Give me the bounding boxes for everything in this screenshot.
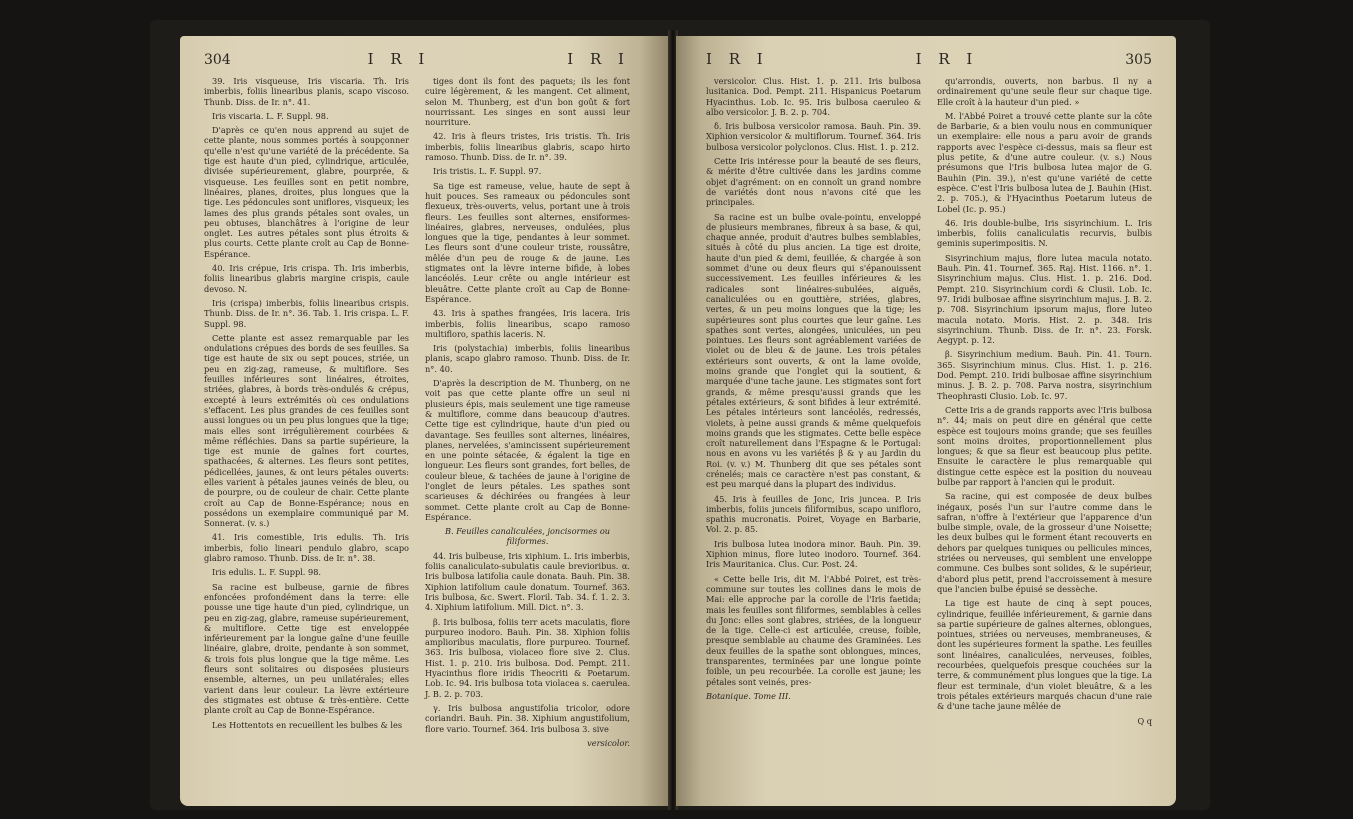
signature-mark: Q q	[1137, 715, 1152, 726]
paragraph: M. l'Abbé Poiret a trouvé cette plante sur la côte de Barbarie, & a bien voulu nous en communiquer un exemplaire: elle nous a paru avoir de grands rapports avec l'espèce ci-dessus, mais sa fleur est plus petite, & d'une autre couleur. (v. s.) Nous présumons que l'Iris bulbosa lutea major de G. Bauhin (Pin. 39.), n'est qu'une variété de cette espèce. C'est l'Iris bulbosa lutea de J. Bauhin (Hist. 2. p. 705.), & l'Hyacinthus Poetarum luteus de Lobel (Ic. p. 95.)	[937, 110, 1152, 214]
paragraph: La tige est haute de cinq à sept pouces, cylindrique, feuillée inférieurement, & garnie dans sa partie supérieure de gaînes alternes, oblongues, pointues, striées ou nerveuses, membraneuses, & dont les supérieures forment la spathe. Les feuilles sont linéaires, canaliculées, nerveuses, foibles, recourbées, quelquefois presque couchées sur la terre, & communément plus longues que la tige. La fleur est terminale, d'un violet bleuâtre, & a les trois pétales extérieurs marqués chacun d'une raie & d'une tache jaune mêlée de	[937, 598, 1152, 712]
paragraph: Iris (polystachia) imberbis, foliis linearibus planis, scapo glabro ramoso. Thunb. Diss. de Ir. n°. 40.	[425, 343, 630, 374]
paragraph: 46. Iris double-bulbe, Iris sisyrinchium. L. Iris imberbis, foliis canaliculatis recurvis, bulbis geminis superimpositis. N.	[937, 217, 1152, 249]
right-header-right: I R I	[915, 50, 979, 68]
paragraph: Cette plante est assez remarquable par les ondulations crépues des bords de ses feuilles. Sa tige est haute de six ou sept pouces, striée, un peu en zig-zag, rameuse, & multiflore. Ses feuilles inférieures sont linéaires, étroites, striées, glabres, à bords très-ondulés & crépus, excepté à leurs extrémités où ces ondulations s'effacent. Les plus grandes de ces feuilles sont aussi longues ou un peu plus longues que la tige; mais elles sont irrégulièrement courbées & même réfléchies. Dans sa partie supérieure, la tige est munie de gaînes fort courtes, spathacées, & alternes. Les fleurs sont petites, pédicellées, jaunes, & ont leurs pétales ouverts: elles varient à pétales jaunes veinés de bleu, ou de pourpre, ou de couleur de chair. Cette plante croît au Cap de Bonne-Espérance; nous en possédons un exemplaire communiqué par M. Sonnerat. (v. s.)	[204, 332, 409, 529]
paragraph: qu'arrondis, ouverts, non barbus. Il ny a ordinairement qu'une seule fleur sur chaque tige. Elle croît à la hauteur d'un pied. »	[937, 76, 1152, 107]
paragraph: Sa tige est rameuse, velue, haute de sept à huit pouces. Ses rameaux ou pédoncules sont flexueux, très-ouverts, velus, portant une à trois fleurs. Les feuilles sont alternes, ensiformes-linéaires, glabres, nerveuses, ondulées, plus longues que la tige, pendantes à leur sommet. Les fleurs sont d'une couleur triste, roussâtre, mêlée d'un peu de rouge & de jaune. Les stigmates ont la lèvre interne bifide, à lobes lancéolés. Leur crête ou angle intérieur est bleuâtre. Cette plante croît au Cap de Bonne-Espérance.	[425, 180, 630, 304]
paragraph: Iris viscaria. L. F. Suppl. 98.	[212, 110, 329, 121]
paragraph: Cette Iris intéresse pour la beauté de ses fleurs, & mérite d'être cultivée dans les jardins comme objet d'agrément: on en connoît un grand nombre de variétés dont nous n'avons cité que les principales.	[706, 156, 921, 208]
paragraph: Iris tristis. L. F. Suppl. 97.	[433, 166, 542, 177]
section-heading: B. Feuilles canaliculées, joncisormes ou filiformes.	[444, 526, 611, 547]
left-header-right: I R I	[567, 50, 630, 68]
paragraph: Sisyrinchium majus, flore lutea macula notato. Bauh. Pin. 41. Tournef. 365. Raj. Hist. 1166. n°. 1. Sisyrinchium majus. Clus. Hist. 1. p. 216. Dod. Pempt. 210. Sisyrinchium cordi & Clusii. Lob. Ic. 97. Iridi bulbosae affine sisyrinchium majus. J. B. 2. p. 708. Sisyrinchium ipsorum majus, flore luteo macula notato. Moris. Hist. 2. p. 348. Iris sisyrinchium. Thunb. Diss. de Ir. n°. 23. Forsk. Aegypt. p. 12.	[937, 252, 1152, 346]
left-page	[180, 36, 670, 806]
paragraph: Sa racine est un bulbe ovale-pointu, enveloppé de plusieurs membranes, fibreux à sa base, & qui, chaque année, produit d'autres bulbes semblables, situés à côté du plus ancien. La tige est droite, haute d'un pied & demi, feuillée, & chargée à son sommet d'une ou deux fleurs qui s'épanouissent successivement. Les feuilles inférieures & les radicales sont linéaires-subulées, aiguës, canaliculées ou en gouttière, striées, glabres, vertes, & un peu moins longues que la tige; les supérieures sont plus courtes que leur gaîne. Les spathes sont vertes, alongées, uniculées, un peu pointues. Les fleurs sont agréablement variées de violet ou de bleu & de jaune. Les trois pétales extérieurs sont ouverts, & ont la lame ovoïde, moins grande que l'onglet qui la soutient, & marquée d'une tache jaune. Les stigmates sont fort grands, & même presqu'aussi grands que les pétales extérieurs, & sont bifides à leur extrémité. Les pétales intérieurs sont lancéolés, redressés, violets, à peine aussi grands & même quelquefois moins grands que les stigmates. Cette belle espèce croît naturellement dans l'Espagne & le Portugal: nous en avons vu les variétés β & γ au Jardin du Roi. (v. v.) M. Thunberg dit que ses pétales sont crénelés; mais ce caractère n'est pas constant, & est peu marqué dans la plupart des individus.	[706, 211, 921, 490]
paragraph: « Cette belle Iris, dit M. l'Abbé Poiret, est très-commune sur toutes les collines dans le mois de Mai: elle approche par la corolle de l'Iris faetida; mais les feuilles sont filiformes, semblables à celles du Jonc: elles sont glabres, striées, de la longueur de la tige. Celle-ci est articulée, creuse, foible, presque semblable au chaume des Graminées. Les deux feuilles de la spathe sont oblongues, minces, transparentes, terminées par une longue pointe foible, un peu recourbée. La corolle est jaune; les pétales sont veinés, pres-	[706, 573, 921, 687]
left-header-left: I R I	[367, 50, 431, 68]
right-page	[676, 36, 1176, 806]
paragraph: Les Hottentots en recueillent les bulbes & les	[212, 719, 403, 730]
right-header-left: I R I	[706, 50, 769, 68]
paragraph: 44. Iris bulbeuse, Iris xiphium. L. Iris imberbis, foliis canaliculato-subulatis caule brevioribus. α. Iris bulbosa latifolia caule donata. Bauh. Pin. 38. Xiphion latifolium caule donatum. Tournef. 363. Iris bulbosa, &c. Swert. Floril. Tab. 34. f. 1. 2. 3. 4. Xiphium latifolium. Mill. Dict. n°. 3.	[425, 550, 630, 613]
paragraph: γ. Iris bulbosa angustifolia tricolor, odore coriandri. Bauh. Pin. 38. Xiphium angustifolium, flore vario. Tournef. 364. Iris bulbosa 3. sive	[425, 702, 630, 734]
paragraph: Sa racine est bulbeuse, garnie de fibres enfoncées profondément dans la terre: elle pousse une tige haute d'un pied, cylindrique, un peu en zig-zag, glabre, rameuse supérieurement, & multiflore. Cette tige est enveloppée inférieurement par la longue gaîne d'une feuille linéaire, glabre, droite, pendante à son sommet, & trois fois plus longue que la tige même. Les fleurs sont solitaires ou disposées plusieurs ensemble, alternes, un peu unilatérales; elles varient dans leur couleur. La lèvre extérieure des stigmates est obtuse & très-entière. Cette plante croît au Cap de Bonne-Espérance.	[204, 581, 409, 716]
left-running-head	[204, 50, 630, 70]
paragraph: β. Iris bulbosa, foliis terr acets maculatis, flore purpureo inodoro. Bauh. Pin. 38. Xiphion foliis amplioribus maculatis, flore purpureo. Tournef. 363. Iris bulbosa, violaceo flore sive 2. Clus. Hist. 1. p. 210. Iris bulbosa. Dod. Pempt. 211. Hyacinthus flore iridis Theocriti & Poetarum. Lob. Ic. 94. Iris bulbosa tota violacea s. caerulea. J. B. 2. p. 703.	[425, 616, 630, 699]
paragraph: D'après ce qu'en nous apprend au sujet de cette plante, nous sommes portés à soupçonner qu'elle n'est qu'une variété de la précédente. Sa tige est haute d'un pied, cylindrique, articulée, divisée supérieurement, glabre, pourprée, & visqueuse. Les feuilles sont en petit nombre, linéaires, planes, droites, plus longues que la tige. Les pédoncules sont uniflores, visqueux; les lames des plus grands pétales sont ovales, un peu obtuses, blanchâtres à l'origine de leur onglet. Les autres pétales sont plus étroits & plus courts. Cette plante croît au Cap de Bonne-Espérance.	[204, 125, 409, 259]
paragraph: Iris bulbosa lutea inodora minor. Bauh. Pin. 39. Xiphion minus, flore luteo inodoro. Tournef. 364. Iris Mauritanica. Clus. Cur. Post. 24.	[706, 538, 921, 570]
paragraph: β. Sisyrinchium medium. Bauh. Pin. 41. Tourn. 365. Sisyrinchium minus. Clus. Hist. 1. p. 216. Dod. Pempt. 210. Iridi bulbosae affine sisyrinchium minus. J. B. 2. p. 708. Parva nostra, sisyrinchium Theophrasti Clusio. Lob. Ic. 97.	[937, 349, 1152, 401]
paragraph: 43. Iris à spathes frangées, Iris lacera. Iris imberbis, foliis linearibus, scapo ramoso multifloro, spathis laceris. N.	[425, 308, 630, 339]
paragraph: Iris (crispa) imberbis, foliis linearibus crispis. Thunb. Diss. de Ir. n°. 36. Tab. 1. Iris crispa. L. F. Suppl. 98.	[204, 297, 409, 329]
paragraph: 41. Iris comestible, Iris edulis. Th. Iris imberbis, folio lineari pendulo glabro, scapo glabro ramoso. Thunb. Diss. de Ir. n°. 38.	[204, 532, 409, 564]
paragraph: Cette Iris a de grands rapports avec l'Iris bulbosa n°. 44; mais on peut dire en général que cette espèce est toujours moins grande; que ses feuilles sont moins droites, proportionnellement plus longues; & que sa fleur est beaucoup plus petite. Ensuite le caractère le plus remarquable qui distingue cette espèce est la position du nouveau bulbe par rapport à l'ancien qui le produit.	[937, 404, 1152, 487]
right-column-1	[706, 76, 921, 726]
paragraph: D'après la description de M. Thunberg, on ne voit pas que cette plante offre un seul ni plusieurs épis, mais seulement une tige rameuse & multiflore, comme dans beaucoup d'autres. Cette tige est cylindrique, haute d'un pied ou davantage. Ses feuilles sont alternes, linéaires, planes, nervelées, s'amincissent supérieurement en une pointe sétacée, & égalent la tige en longueur. Les fleurs sont grandes, fort belles, de couleur bleue, & tachées de jaune à l'origine de l'onglet de leurs pétales. Les spathes sont scarieuses & déchirées ou frangées à leur sommet. Cette plante croît au Cap de Bonne-Espérance.	[425, 378, 630, 522]
paragraph: Iris edulis. L. F. Suppl. 98.	[212, 567, 322, 578]
paragraph: versicolor. Clus. Hist. 1. p. 211. Iris bulbosa lusitanica. Dod. Pempt. 211. Hispanicus Poetarum Hyacinthus. Lob. Ic. 95. Iris bulbosa caeruleo & albo versicolor. J. B. 2. p. 704.	[706, 76, 921, 117]
paragraph: Sa racine, qui est composée de deux bulbes inégaux, posés l'un sur l'autre comme dans le safran, n'offre à l'extérieur que l'apparence d'un bulbe simple, ovale, de la grosseur d'une Noisette; les deux bulbes qui le forment étant recouverts en dehors par quelques tuniques ou pellicules minces, striées ou nerveuses, qui semblent une enveloppe commune. Ces bulbes sont solides, & le supérieur, d'abord plus petit, prend l'accroissement à mesure que l'ancien bulbe épuisé se dessèche.	[937, 491, 1152, 594]
paragraph: 45. Iris à feuilles de Jonc, Iris juncea. P. Iris imberbis, foliis junceis filiformibus, scapo unifloro, spathis mucronatis. Poiret, Voyage en Barbarie, Vol. 2. p. 85.	[706, 493, 921, 535]
signature-text: Botanique. Tome III.	[706, 690, 791, 701]
paragraph: δ. Iris bulbosa versicolor ramosa. Bauh. Pin. 39. Xiphion versicolor & multiflorum. Tournef. 364. Iris bulbosa versicolor polyclonos. Clus. Hist. 1. p. 212.	[706, 121, 921, 152]
left-column-2	[425, 76, 630, 748]
signature-line	[706, 691, 921, 701]
paragraph: 42. Iris à fleurs tristes, Iris tristis. Th. Iris imberbis, foliis linearibus glabris, scapo hirto ramoso. Thunb. Diss. de Ir. n°. 39.	[425, 131, 630, 163]
paragraph: tiges dont ils font des paquets; ils les font cuire légèrement, & les mangent. Cet aliment, selon M. Thunberg, est d'un bon goût & fort nourrissant. Les singes en sont aussi leur nourriture.	[425, 76, 630, 128]
paragraph: 39. Iris visqueuse, Iris viscaria. Th. Iris imberbis, foliis linearibus planis, scapo viscoso. Thunb. Diss. de Ir. n°. 41.	[204, 76, 409, 107]
catchword: versicolor.	[587, 737, 630, 748]
right-running-head	[706, 50, 1152, 70]
paragraph: 40. Iris crépue, Iris crispa. Th. Iris imberbis, foliis linearibus glabris margine crispis, caule devoso. N.	[204, 263, 409, 294]
left-page-number: 304	[204, 52, 231, 68]
right-page-number: 305	[1125, 52, 1152, 68]
right-column-2	[937, 76, 1152, 726]
left-column-1	[204, 76, 409, 748]
